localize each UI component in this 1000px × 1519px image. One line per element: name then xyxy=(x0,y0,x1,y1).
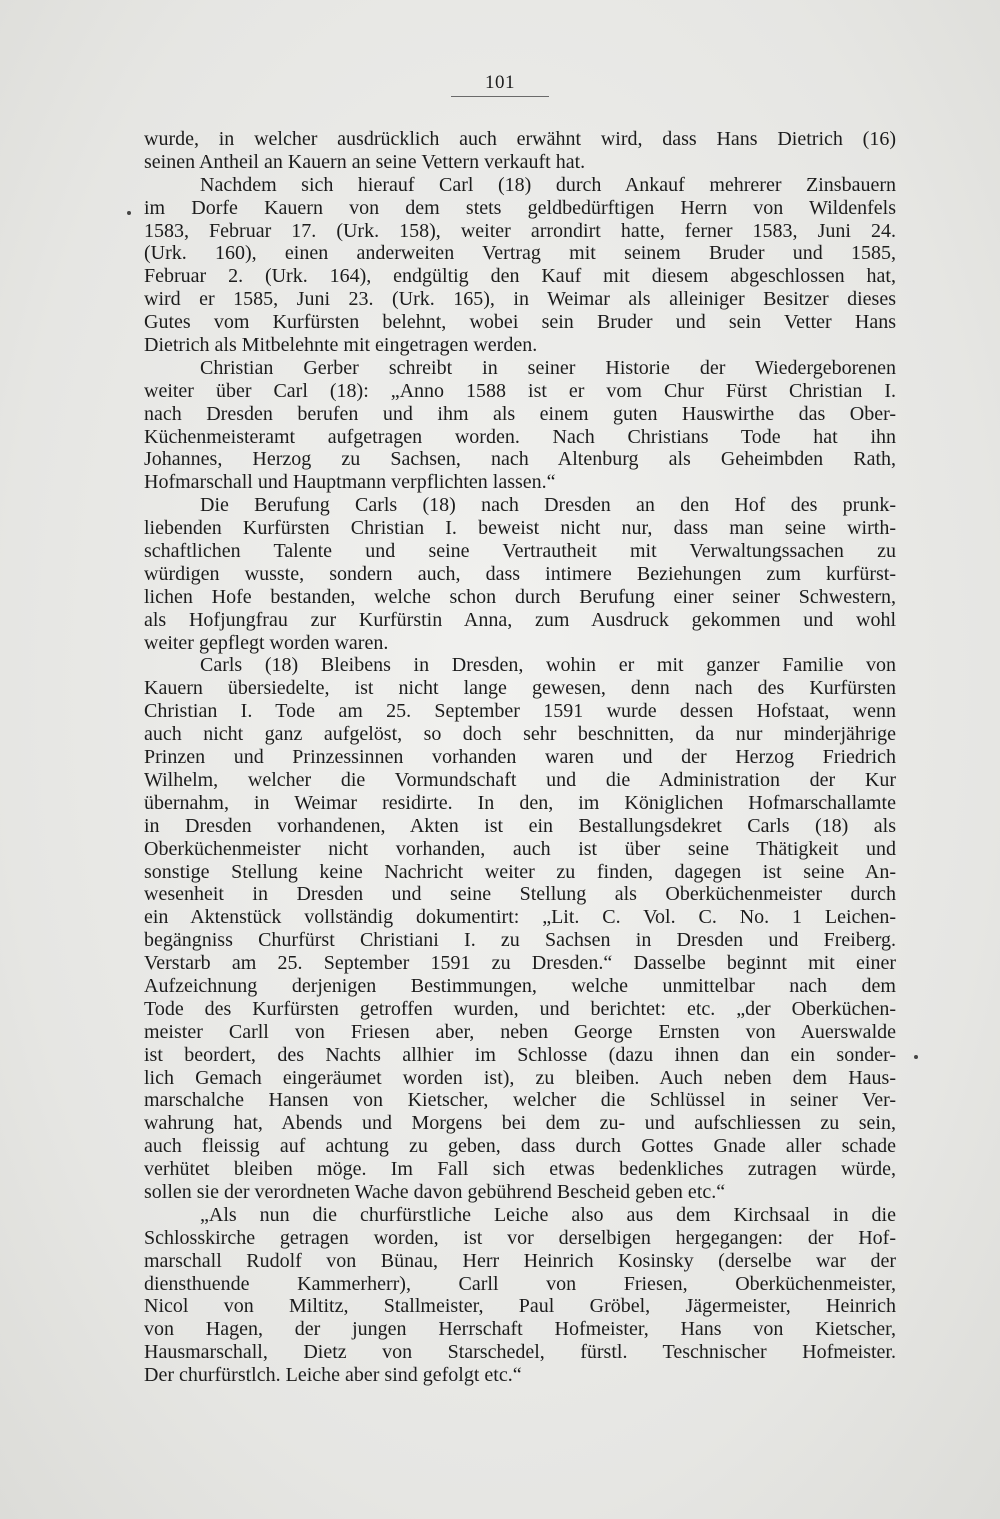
text-line: wurde, in welcher ausdrücklich auch erwähnt wird, dass Hans Dietrich (16) xyxy=(144,128,896,150)
text-line: Die Berufung Carls (18) nach Dresden an den Hof des prunk- xyxy=(200,494,896,517)
text-line: Verstarb am 25. September 1591 zu Dresden.“ Dasselbe beginnt mit einer xyxy=(144,952,896,975)
text-line: in Dresden vorhandenen, Akten ist ein Bestallungsdekret Carls (18) als xyxy=(144,814,896,837)
text-line: weiter über Carl (18): „Anno 1588 ist er vom Chur Fürst Christian I. xyxy=(144,379,896,402)
text-line: sonstige Stellung keine Nachricht weiter zu finden, dagegen ist seine An- xyxy=(144,860,896,883)
text-line: wird er 1585, Juni 23. (Urk. 165), in Weimar als alleiniger Besitzer dieses xyxy=(144,288,896,311)
text-line: Christian I. Tode am 25. September 1591 wurde dessen Hofstaat, wenn xyxy=(144,700,896,723)
text-line: lichen Hofe bestanden, welche schon durch Berufung einer seiner Schwestern, xyxy=(144,585,896,608)
text-line: Der churfürstlch. Leiche aber sind gefolgt etc.“ xyxy=(144,1364,522,1387)
text-line: begängniss Churfürst Christiani I. zu Sachsen in Dresden und Freiberg. xyxy=(144,929,896,952)
text-line: Wilhelm, welcher die Vormundschaft und die Administration der Kur xyxy=(144,768,896,791)
text-line: meister Carll von Friesen aber, neben George Ernsten von Auerswalde xyxy=(144,1020,896,1043)
text-line: Prinzen und Prinzessinnen vorhanden waren und der Herzog Friedrich xyxy=(144,746,896,769)
text-line: „Als nun die churfürstliche Leiche also aus dem Kirchsaal in die xyxy=(200,1203,896,1226)
text-line: Hofmarschall und Hauptmann verpflichten lassen.“ xyxy=(144,471,556,494)
text-line: diensthuende Kammerherr), Carll von Friesen, Oberküchenmeister, xyxy=(144,1272,896,1295)
text-line: ein Aktenstück vollständig dokumentirt: „Lit. C. Vol. C. No. 1 Leichen- xyxy=(144,906,896,929)
text-line: auch fleissig auf achtung zu geben, dass durch Gottes Gnade aller schade xyxy=(144,1135,896,1158)
page-header xyxy=(0,72,1000,97)
text-line: Nachdem sich hierauf Carl (18) durch Ankauf mehrerer Zinsbauern xyxy=(200,173,896,196)
text-line: liebenden Kurfürsten Christian I. beweist nicht nur, dass man seine wirth- xyxy=(144,517,896,540)
text-line: Nicol von Miltitz, Stallmeister, Paul Gröbel, Jägermeister, Heinrich xyxy=(144,1295,896,1318)
text-line: sollen sie der verordneten Wache davon gebührend Bescheid geben etc.“ xyxy=(144,1180,726,1203)
text-line: 1583, Februar 17. (Urk. 158), weiter arrondirt hatte, ferner 1583, Juni 24. xyxy=(144,219,896,242)
text-line: nach Dresden berufen und ihm als einem guten Hauswirthe das Ober- xyxy=(144,402,896,425)
text-line: übernahm, in Weimar residirte. In den, im Königlichen Hofmarschallamte xyxy=(144,791,896,814)
text-line: schaftlichen Talente und seine Vertrautheit mit Verwaltungssachen zu xyxy=(144,540,896,563)
text-line: seinen Antheil an Kauern an seine Vettern verkauft hat. xyxy=(144,150,586,173)
text-line: Hausmarschall, Dietz von Starschedel, fürstl. Teschnischer Hofmeister. xyxy=(144,1341,896,1364)
text-line: marschall Rudolf von Bünau, Herr Heinrich Kosinsky (derselbe war der xyxy=(144,1249,896,1272)
text-line: Johannes, Herzog zu Sachsen, nach Altenburg als Geheimbden Rath, xyxy=(144,448,896,471)
text-line: Schlosskirche getragen worden, ist vor derselbigen hergegangen: der Hof- xyxy=(144,1226,896,1249)
text-line: Tode des Kurfürsten getroffen wurden, und berichtet: etc. „der Oberküchen- xyxy=(144,997,896,1020)
text-line: weiter gepflegt worden waren. xyxy=(144,631,389,654)
text-line: auch nicht ganz aufgelöst, so doch sehr beschnitten, da nur minderjährige xyxy=(144,723,896,746)
text-line: Dietrich als Mitbelehnte mit eingetragen werden. xyxy=(144,334,538,357)
text-line: als Hofjungfrau zur Kurfürstin Anna, zum Ausdruck gekommen und wohl xyxy=(144,608,896,631)
text-line: Christian Gerber schreibt in seiner Historie der Wiedergeborenen xyxy=(200,356,896,379)
text-line: verhütet bleiben möge. Im Fall sich etwas bedenkliches zutragen würde, xyxy=(144,1158,896,1181)
speck-mark xyxy=(914,1055,918,1059)
body-text xyxy=(144,128,896,1387)
text-line: Aufzeichnung derjenigen Bestimmungen, welche unmittelbar nach dem xyxy=(144,974,896,997)
text-line: Oberküchenmeister nicht vorhanden, auch ist über seine Thätigkeit und xyxy=(144,837,896,860)
text-line: ist beordert, des Nachts allhier im Schlosse (dazu ihnen dan ein sonder- xyxy=(144,1043,896,1066)
text-line: Carls (18) Bleibens in Dresden, wohin er mit ganzer Familie von xyxy=(200,654,896,677)
text-line: marschalche Hansen von Kietscher, welcher die Schlüssel in seiner Ver- xyxy=(144,1089,896,1112)
text-line: (Urk. 160), einen anderweiten Vertrag mit seinem Bruder und 1585, xyxy=(144,242,896,265)
text-line: Kauern übersiedelte, ist nicht lange gewesen, denn nach des Kurfürsten xyxy=(144,677,896,700)
text-line: Küchenmeisteramt aufgetragen worden. Nach Christians Tode hat ihn xyxy=(144,425,896,448)
text-line: von Hagen, der jungen Herrschaft Hofmeister, Hans von Kietscher, xyxy=(144,1318,896,1341)
text-line: Februar 2. (Urk. 164), endgültig den Kauf mit diesem abgeschlossen hat, xyxy=(144,265,896,288)
text-line: wesenheit in Dresden und seine Stellung als Oberküchenmeister durch xyxy=(144,883,896,906)
speck-mark xyxy=(127,211,131,215)
text-line: lich Gemach eingeräumet worden ist), zu bleiben. Auch neben dem Haus- xyxy=(144,1066,896,1089)
text-line: wahrung hat, Abends und Morgens bei dem zu- und aufschliessen zu sein, xyxy=(144,1112,896,1135)
page-number: 101 xyxy=(451,72,549,97)
text-line: im Dorfe Kauern von dem stets geldbedürftigen Herrn von Wildenfels xyxy=(144,196,896,219)
text-line: würdigen wusste, sondern auch, dass intimere Beziehungen zum kurfürst- xyxy=(144,562,896,585)
text-line: Gutes vom Kurfürsten belehnt, wobei sein Bruder und sein Vetter Hans xyxy=(144,311,896,334)
